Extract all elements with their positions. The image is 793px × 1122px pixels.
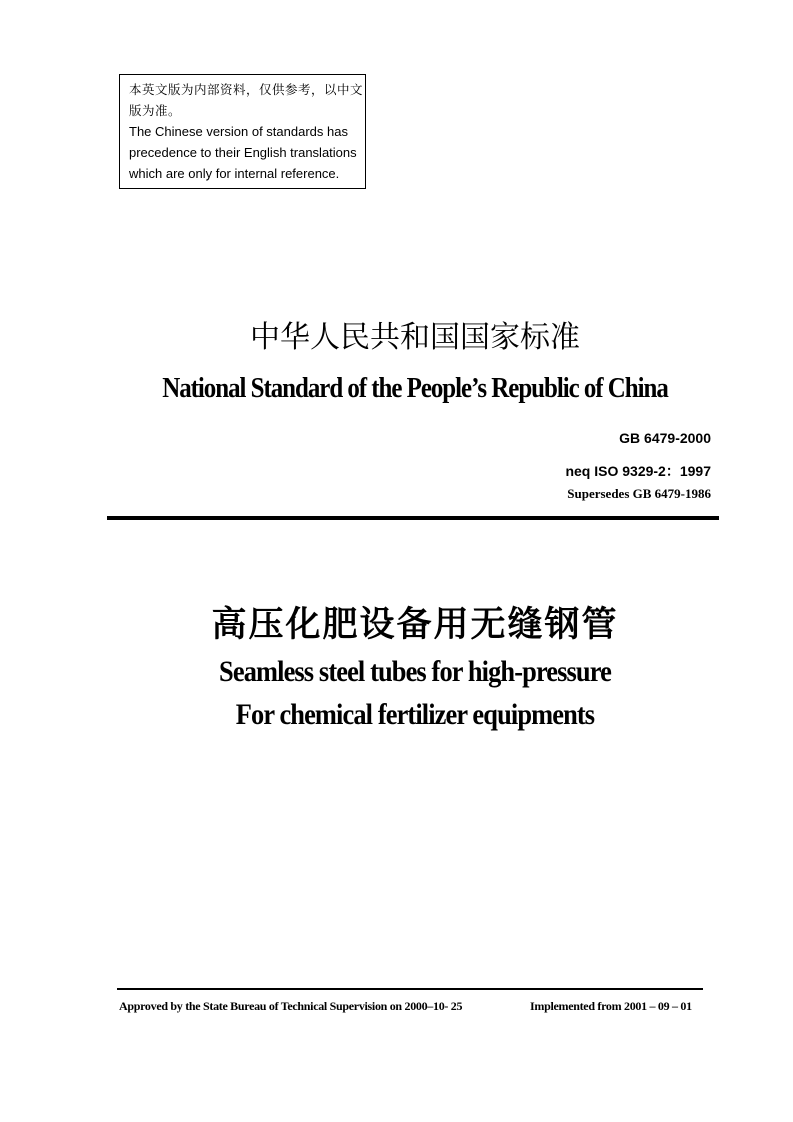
header-divider	[107, 516, 719, 520]
standard-en-title-line2: For chemical fertilizer equipments	[235, 698, 595, 731]
disclaimer-en-line: which are only for internal reference.	[129, 166, 340, 181]
national-standard-cn-title: 中华人民共和国国家标准	[250, 320, 580, 355]
disclaimer-box	[119, 74, 366, 189]
footer-divider	[117, 988, 703, 990]
standard-cn-title: 高压化肥设备用无缝钢管	[211, 605, 619, 645]
disclaimer-cn: 本英文版为内部资料，仅供参考，以中文版为准。	[129, 82, 364, 118]
standard-en-title-line1: Seamless steel tubes for high-pressure	[219, 655, 611, 688]
iso-equivalence: neq ISO 9329-2：1997	[565, 463, 711, 479]
disclaimer-en-line: The Chinese version of standards has	[129, 124, 348, 139]
standard-code: GB 6479-2000	[619, 430, 711, 446]
national-standard-en-title: National Standard of the People’s Republic of China	[162, 372, 668, 404]
implementation-date: Implemented from 2001 – 09 – 01	[530, 999, 692, 1013]
supersedes: Supersedes GB 6479-1986	[567, 486, 711, 501]
disclaimer-en-line: precedence to their English translations	[129, 145, 357, 160]
approval-note: Approved by the State Bureau of Technical Supervision on 2000–10- 25	[119, 999, 463, 1013]
